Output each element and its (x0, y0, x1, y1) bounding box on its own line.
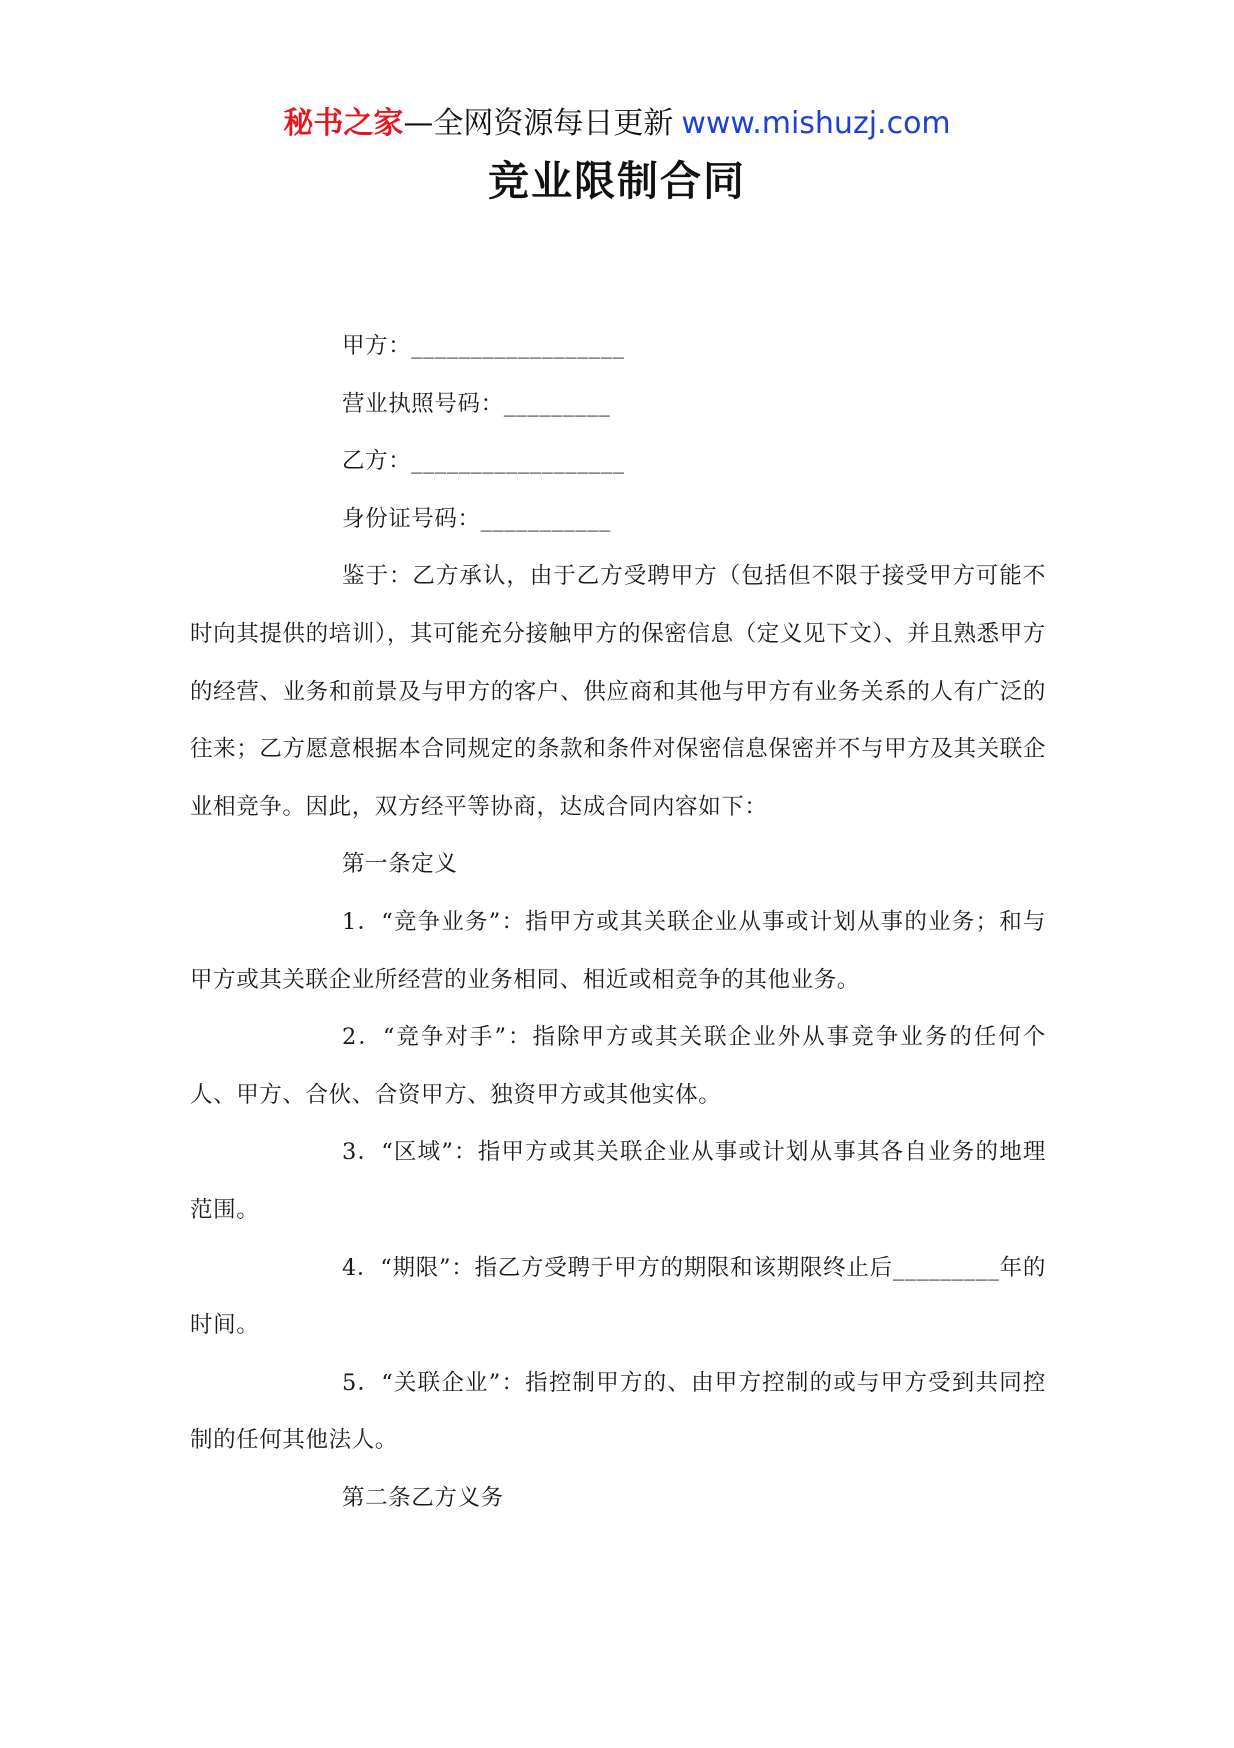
document-body (190, 318, 1046, 1527)
definition-item-4: 4．“期限”：指乙方受聘于甲方的期限和该期限终止后_________年的时间。 (190, 1254, 1046, 1339)
site-name: 秘书之家 (283, 106, 404, 141)
preamble-paragraph: 鉴于：乙方承认，由于乙方受聘甲方（包括但不限于接受甲方可能不时向其提供的培训），其可能充分接触甲方的保密信息（定义见下文）、并且熟悉甲方的经营、业务和前景及与甲方的客户、供应商和其他与甲方有业务关系的人有广泛的往来；乙方愿意根据本合同规定的条款和条件对保密信息保密并不与甲方及其关联企业相竞争。因此，双方经平等协商，达成合同内容如下： (190, 563, 1046, 820)
business-license-line: 营业执照号码：_________ (342, 390, 611, 417)
definition-item-1: 1．“竞争业务”：指甲方或其关联企业从事或计划从事的业务；和与甲方或其关联企业所经营的业务相同、相近或相竞争的其他业务。 (190, 908, 1046, 993)
party-a-line: 甲方：__________________ (342, 333, 625, 359)
definition-item-2: 2．“竞争对手”：指除甲方或其关联企业外从事竞争业务的任何个人、甲方、合伙、合资甲方、独资甲方或其他实体。 (190, 1024, 1046, 1108)
article-1-heading: 第一条定义 (342, 851, 458, 878)
document-title: 竞业限制合同 (488, 157, 746, 205)
site-slogan: —全网资源每日更新 (403, 106, 674, 141)
definition-item-3: 3．“区域”：指甲方或其关联企业从事或计划从事其各自业务的地理范围。 (190, 1139, 1046, 1223)
article-2-heading: 第二条乙方义务 (342, 1484, 504, 1511)
site-watermark-header (0, 104, 1234, 144)
id-number-line: 身份证号码：___________ (342, 505, 611, 532)
party-b-line: 乙方：__________________ (342, 448, 625, 475)
definition-item-5: 5．“关联企业”：指控制甲方的、由甲方控制的或与甲方受到共同控制的任何其他法人。 (190, 1369, 1046, 1454)
site-url: www.mishuzj.com (681, 106, 951, 141)
